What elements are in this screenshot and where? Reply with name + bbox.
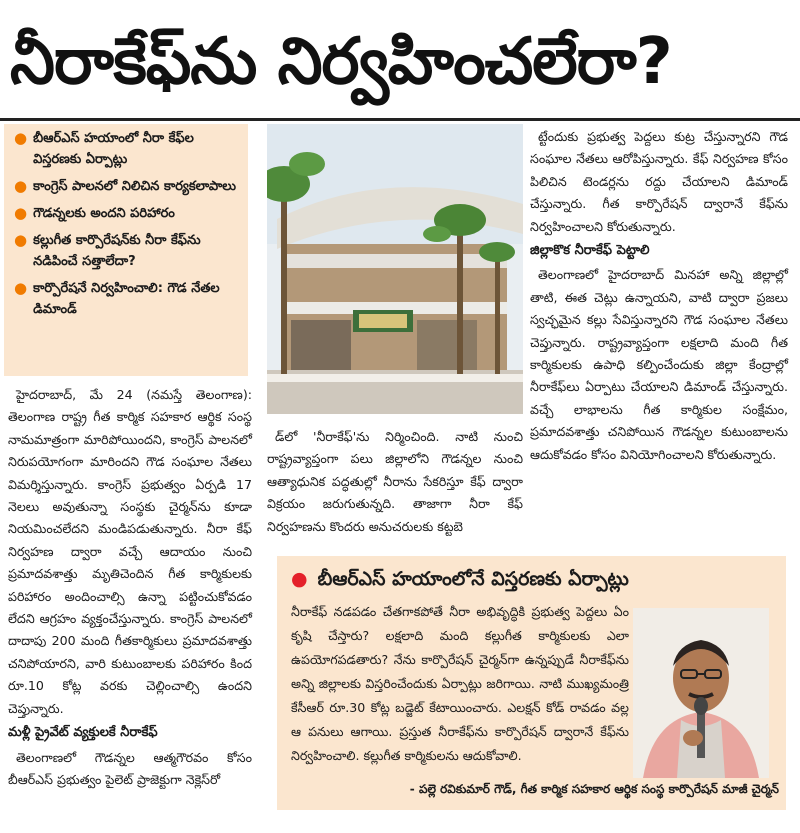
bullet-icon: ● — [14, 204, 28, 222]
body-paragraph: తెలంగాణలో గౌడన్నల ఆత్మగౌరవం కోసం బీఆర్ఎస్ ప్రభుత్వం పైలెట్ ప్రాజెక్టుగా నెక్లెస్‌రో — [8, 749, 252, 787]
column-3 — [530, 126, 788, 468]
highlight-item — [4, 226, 248, 274]
body-paragraph: డ్‌లో 'నీరాకేఫ్'ను నిర్మించింది. నాటి నుంచి రాష్ట్రవ్యాప్తంగా పలు జిల్లాలోని గౌడన్నల నుంచి ఆత్యాధునిక పద్ధతుల్లో నీరాను సేకరిస్తూ కేఫ్ ద్వారా విక్రయం జరుగుతున్నది. తాజాగా నీరా కేఫ్ నిర్వహణను కొందరు అనుచరులకు కట్టబె — [267, 429, 523, 534]
subhead: జిల్లాకొక నీరాకేఫ్ పెట్టాలి — [530, 243, 650, 259]
highlight-item — [4, 124, 248, 172]
quote-box-title — [291, 568, 771, 595]
column-2 — [267, 426, 523, 540]
highlight-item — [4, 199, 248, 226]
highlight-text: బీఆర్ఎస్ హయాంలో నీరా కేఫ్‌ల విస్తరణకు ఏర్పాట్లు — [33, 131, 194, 167]
highlight-item — [4, 274, 248, 322]
body-paragraph: ట్టేందుకు ప్రభుత్వ పెద్దలు కుట్ర చేస్తున్నారని గౌడ సంఘాల నేతలు ఆరోపిస్తున్నారు. కేఫ్ నిర్వహణ కోసం పిలిచిన టెండర్లను రద్దు చేయాలని డిమాండ్ చేస్తున్నారు. గీత కార్పొరేషన్ ద్వారానే కేఫ్‌ను నిర్వహించాలని కోరుతున్నారు. — [530, 129, 788, 234]
subhead: మళ్లీ ప్రైవేట్ వ్యక్తులకే నీరాకేఫ్ — [8, 725, 158, 741]
highlight-text: గౌడన్నలకు అందని పరిహారం — [33, 206, 175, 221]
headline-rule — [0, 118, 800, 121]
neera-cafe-photo — [267, 124, 523, 414]
highlights-box — [4, 124, 248, 376]
bullet-icon: ● — [14, 279, 28, 297]
column-1 — [8, 384, 252, 793]
highlight-text: కాంగ్రెస్ పాలనలో నిలిచిన కార్యకలాపాలు — [33, 179, 237, 194]
quote-box — [277, 556, 786, 810]
body-paragraph: హైదరాబాద్, మే 24 (నమస్తే తెలంగాణ): తెలంగాణ రాష్ట్ర గీత కార్మిక సహకార ఆర్థిక సంస్థ నామమాత్రంగా మారిపోయిందని, కాంగ్రెస్ పాలనలో నిరుపయోగంగా మారిందని గౌడ సంఘాల నేతలు విమర్శిస్తున్నారు. కాంగ్రెస్ ప్రభుత్వం ఏర్పడి 17 నెలలు అవుతున్నా సంస్థకు చైర్మన్‌ను కూడా నియమించలేదని మండిపడుతున్నారు. నీరా కేఫ్ నిర్వహణ ద్వారా వచ్చే ఆదాయం నుంచి ప్రమాదవశాత్తు మృతిచెందిన గీత కార్మికులకు పరిహారం అందించాల్సి ఉన్నా పట్టించుకోవడం లేదని ఆగ్రహం వ్యక్తంచేస్తున్నారు. కాంగ్రెస్ పాలనలో దాదాపు 200 మంది గీతకార్మికులు ప్రమాదవశాత్తు చనిపోయారని, వారి కుటుంబాలకు పరిహారం కింద రూ.10 కోట్ల వరకు చెల్లించాల్సి ఉందని చెప్తున్నారు. — [8, 387, 252, 716]
bullet-icon: ● — [14, 231, 28, 249]
highlight-text: కల్లుగీత కార్పొరేషన్‌కు నీరా కేఫ్‌ను నడిపించే సత్తాలేదా? — [33, 233, 201, 269]
body-paragraph: తెలంగాణలో హైదరాబాద్ మినహా అన్ని జిల్లాల్లో తాటి, ఈత చెట్లు ఉన్నాయని, వాటి ద్వారా ప్రజలు స్వచ్ఛమైన కల్లు సేవిస్తున్నారని గౌడ సంఘాల నేతలు చెప్తున్నారు. రాష్ట్రవ్యాప్తంగా లక్షలాది మంది గీత కార్మికులకు ఉపాధి కల్పించేందుకు జిల్లా కేంద్రాల్లో నీరాకేఫ్‌లు ఏర్పాటు చేయాలని డిమాండ్ చేస్తున్నారు. వచ్చే లాభాలను గీత కార్మికుల సంక్షేమం, ప్రమాదవశాత్తు చనిపోయిన గౌడన్నల కుటుంబాలను ఆదుకోవడం కోసం వినియోగించాలని కోరుతున్నారు. — [530, 267, 788, 462]
bullet-icon: ● — [14, 129, 28, 147]
highlight-text: కార్పొరేషనే నిర్వహించాలి: గౌడ నేతల డిమాండ్ — [33, 281, 220, 317]
attribution: - పల్లె రవికుమార్ గౌడ్, గీత కార్మిక సహకార ఆర్థిక సంస్థ కార్పొరేషన్ మాజీ చైర్మన్ — [409, 782, 779, 796]
quote-text: నీరాకేఫ్ నడపడం చేతగాకపోతే నీరా అభివృద్ధికి ప్రభుత్వ పెద్దలు ఏం కృషి చేస్తారు? లక్షలాది మంది కల్లుగీత కార్మికులకు ఎలా ఉపయోగపడతారు? నేను కార్పొరేషన్ చైర్మన్‌గా ఉన్నప్పుడే నీరాకేఫ్‌ను అన్ని జిల్లాలకు విస్తరించేందుకు ఏర్పాట్లు జరిగాయి. నాటి ముఖ్యమంత్రి కేసీఆర్ రూ.30 కోట్ల బడ్జెట్ కేటాయించారు. ఎలక్షన్ కోడ్ రావడం వల్ల ఆ పనులు ఆగాయి. ప్రస్తుత నీరాకేఫ్‌ను కార్పొరేషన్ ద్వారానే కేఫ్‌ను నిర్వహించాలి. కల్లుగీత కార్మికులను ఆదుకోవాలి. — [291, 604, 629, 763]
quote-box-title-text: బీఆర్ఎస్ హయాంలోనే విస్తరణకు ఏర్పాట్లు — [317, 568, 629, 590]
highlight-item — [4, 172, 248, 199]
red-dot-icon: ● — [291, 568, 308, 590]
headline: నీరాకేఫ్‌ను నిర్వహించలేరా? — [10, 25, 672, 99]
bullet-icon: ● — [14, 177, 28, 195]
speaker-portrait — [633, 608, 769, 778]
